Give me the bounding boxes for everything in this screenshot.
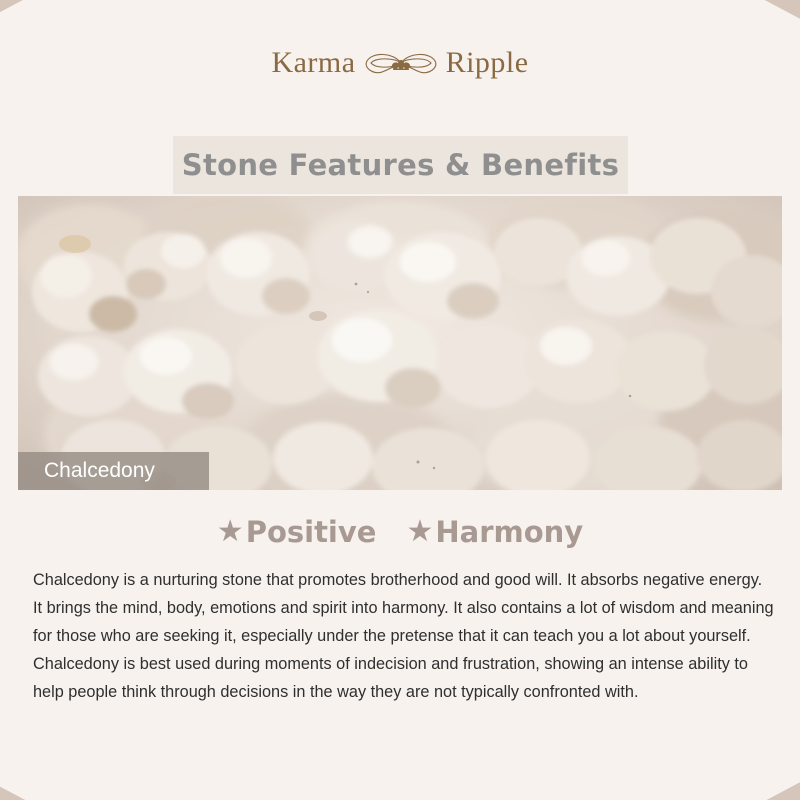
corner-decoration-top-right	[584, 0, 800, 45]
corner-decoration-bottom-left	[0, 755, 206, 800]
corner-decoration-bottom-right	[596, 750, 800, 800]
page-title: Stone Features & Benefits	[181, 148, 620, 182]
keyword-positive	[217, 515, 377, 549]
corner-decoration-top-left	[0, 0, 201, 46]
photo-caption-tab	[18, 452, 209, 490]
brand-word-left: Karma	[271, 46, 356, 79]
stone-description: Chalcedony is a nurturing stone that promotes brotherhood and good will. It absorbs negative energy. It brings the mind, body, emotions and spirit into harmony. It also contains a lot of wisdom and meaning for those who are seeking it, especially under the pretense that it can teach you a lot about yourself. Chalcedony is best used during moments of indecision and frustration, showing an intense ability to help people think through decisions in the way they are not typically confronted with.	[33, 571, 774, 701]
keyword-list	[0, 515, 800, 549]
brand-word-right: Ripple	[445, 46, 529, 79]
keyword-harmony	[406, 515, 583, 549]
star-icon: ★	[406, 515, 434, 548]
chalcedony-stones-photo	[18, 196, 782, 490]
title-banner	[173, 136, 628, 194]
star-icon: ★	[216, 515, 244, 548]
brand-row	[271, 46, 528, 80]
lotus-infinity-icon	[362, 46, 440, 80]
keyword-harmony-label: Harmony	[435, 515, 584, 549]
keyword-positive-label: Positive	[245, 515, 377, 549]
photo-caption-text: Chalcedony	[44, 459, 155, 482]
brand-logo	[0, 46, 800, 80]
